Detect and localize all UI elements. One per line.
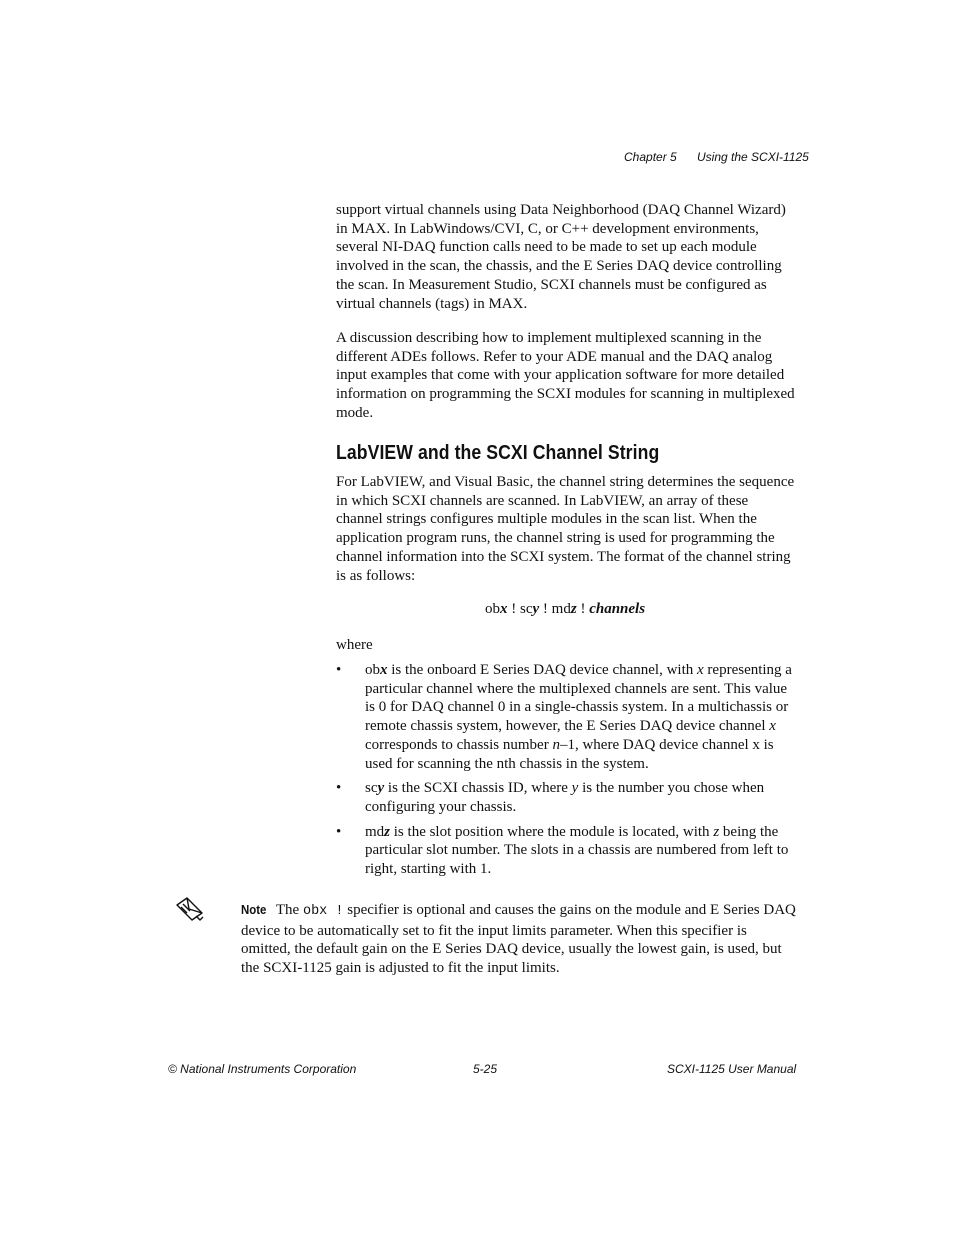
note-block — [241, 901, 798, 978]
format-sep2: ! md — [539, 601, 571, 617]
bullet-text: corresponds to chassis number — [365, 736, 553, 753]
bullet-text: –1, where DAQ device channel x is used for scanning the nth chassis in the system. — [365, 736, 774, 772]
paragraph-channel-string: For LabVIEW, and Visual Basic, the channel string determines the sequence in which SCXI channels are scanned. In LabVIEW, an array of these channel strings configures multiple modules in the scan list. When the application program runs, the channel string is used for programming the channel information into the SCXI system. The format of the channel string is as follows: — [336, 474, 795, 584]
term-variable: z — [384, 823, 391, 840]
term-prefix: ob — [365, 662, 380, 678]
bullet-dot: • — [336, 780, 342, 797]
term-prefix: md — [365, 823, 385, 840]
paragraph-virtual-channels: support virtual channels using Data Neighborhood (DAQ Channel Wizard) in MAX. In LabWindows/CVI, C, or C++ development environments, several NI-DAQ function calls need to be made to set up each module involved in the scan, the chassis, and the E Series DAQ device controlling the scan. In Measurement Studio, SCXI channels must be configured as virtual channels (tags) in MAX. — [336, 202, 786, 312]
bullet-text: is the slot position where the module is located, with — [390, 823, 714, 840]
running-header-chapter: Chapter 5 — [624, 150, 677, 164]
inline-variable: x — [769, 718, 776, 735]
note-text: specifier is optional and causes the gains on the module and E Series DAQ device to be automatically set to fit the input limits parameter. When this specifier is omitted, the default gain on the E Series DAQ device, usually the lowest gain, is used, but the SCXI-1125 gain is adjusted to fit the input limits. — [241, 902, 796, 977]
where-label: where — [336, 637, 373, 653]
inline-variable: n — [552, 736, 560, 753]
inline-variable: x — [697, 662, 704, 678]
bullet-dot: • — [336, 662, 342, 678]
footer-copyright: © National Instruments Corporation — [168, 1062, 357, 1076]
running-header-title: Using the SCXI-1125 — [697, 150, 809, 164]
bullet-text: representing a particular channel where the multiplexed channels are sent. This value is 0 for DAQ channel 0 in a single-chassis system. In a multichassis or remote chassis system, however, the E Series DAQ device channel — [365, 662, 792, 735]
footer-page-number: 5-25 — [473, 1062, 498, 1076]
bullet-text: is the SCXI chassis ID, where — [384, 780, 572, 797]
format-y: y — [532, 601, 540, 617]
format-z: z — [570, 601, 577, 617]
list-item — [336, 661, 798, 773]
footer-manual-title: SCXI-1125 User Manual — [667, 1062, 797, 1076]
format-ob: ob — [485, 601, 500, 617]
note-text: The — [275, 902, 303, 918]
list-item — [336, 779, 798, 816]
bullet-text: is the number you chose when configuring your chassis. — [365, 780, 765, 815]
section-heading: LabVIEW and the SCXI Channel String — [336, 441, 660, 464]
paragraph-multiplexed-discussion: A discussion describing how to implement multiplexed scanning in the different ADEs follows. Refer to your ADE manual and the DAQ analog input examples that come with your application software for more detailed information on programming the SCXI modules for scanning in multiplexed mode. — [336, 330, 795, 421]
format-channels: channels — [589, 601, 646, 617]
bullet-dot: • — [336, 823, 342, 840]
term-variable: y — [377, 780, 385, 797]
format-sep3: ! — [576, 601, 590, 617]
channel-string-format — [485, 601, 645, 618]
note-icon — [175, 896, 205, 922]
list-item — [336, 823, 798, 879]
term-prefix: sc — [365, 780, 378, 797]
term-variable: x — [380, 662, 388, 678]
format-sep1: ! sc — [507, 601, 533, 617]
format-x: x — [500, 601, 508, 617]
inline-variable: z — [713, 823, 720, 840]
bullet-list — [336, 661, 798, 885]
bullet-text: being the particular slot number. The slots in a chassis are numbered from left to right, starting with 1. — [365, 823, 789, 878]
note-label: Note — [241, 902, 267, 917]
inline-variable: y — [571, 780, 579, 797]
bullet-text: is the onboard E Series DAQ device channel, with — [387, 662, 697, 678]
note-code: obx ! — [302, 904, 344, 919]
